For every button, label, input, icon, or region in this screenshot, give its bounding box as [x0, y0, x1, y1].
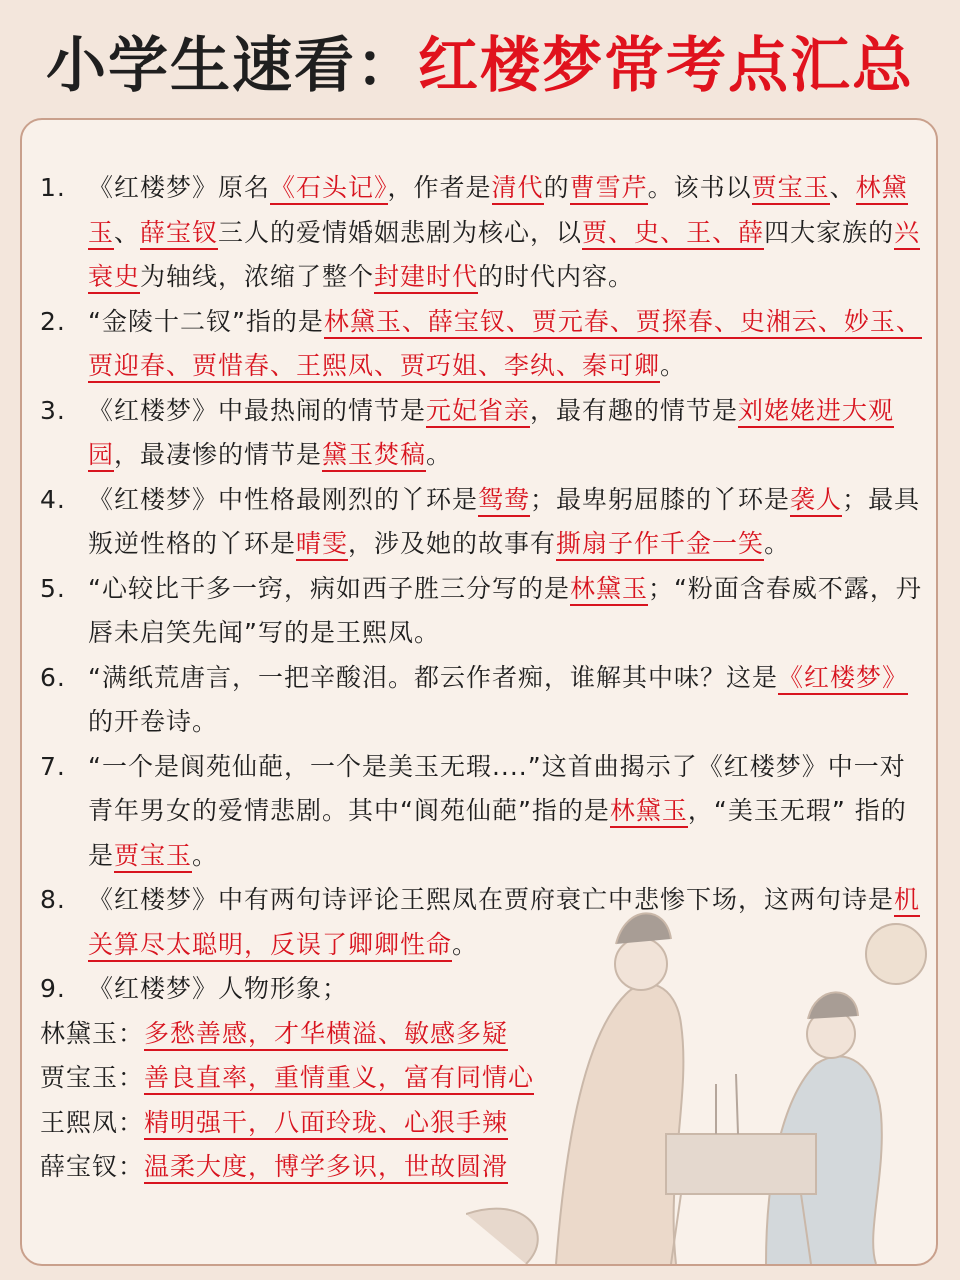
item-text: 。该书以	[647, 173, 752, 202]
item-number: 2.	[40, 306, 66, 336]
item-text: “金陵十二钗”指的是	[88, 306, 324, 336]
item-text: 、	[114, 217, 141, 247]
item-number: 3.	[40, 395, 66, 425]
item-number: 6.	[40, 662, 66, 692]
content-card	[20, 118, 938, 1266]
highlight-text: 元妃省亲	[426, 396, 530, 428]
character-name: 王熙凤：	[40, 1107, 145, 1137]
list-item	[40, 478, 930, 567]
highlight-text: 《石头记》	[270, 173, 388, 205]
character-name: 贾宝玉：	[40, 1063, 145, 1092]
highlight-text: 《红楼梦》	[778, 663, 908, 695]
character-name: 林黛玉：	[40, 1018, 145, 1048]
list-item	[40, 567, 930, 656]
trait-row	[40, 1056, 930, 1101]
character-description: 温柔大度，博学多识，世故圆滑	[144, 1152, 508, 1184]
highlight-text: 黛玉焚稿	[322, 440, 426, 472]
trait-row	[40, 1012, 930, 1057]
item-text: ；最具叛逆性格的丫环是	[88, 484, 921, 558]
item-text: 。	[192, 840, 219, 870]
item-text: “心较比干多一窍，病如西子胜三分写的是	[88, 573, 570, 603]
character-description: 多愁善感，才华横溢、敏感多疑	[144, 1019, 508, 1051]
item-text: 《红楼梦》原名	[88, 173, 271, 202]
item-text: ，涉及她的故事有	[348, 529, 557, 558]
highlight-text: 刘姥姥进大观园	[88, 396, 894, 473]
list-item	[40, 745, 930, 879]
item-number: 4.	[40, 484, 66, 514]
list-item	[40, 878, 930, 967]
item-text: ，最有趣的情节是	[530, 395, 739, 425]
content-body	[40, 166, 930, 1190]
item-text: ，作者是	[387, 173, 492, 202]
highlight-text: 晴雯	[296, 529, 348, 561]
character-name: 薛宝钗：	[40, 1152, 145, 1181]
highlight-text: 贾宝玉	[752, 173, 830, 205]
item-text: 三人的爱情婚姻悲剧为核心，以	[218, 217, 583, 247]
page-title	[0, 18, 960, 114]
highlight-text: 机关算尽太聪明，反误了卿卿性命	[88, 885, 920, 962]
item-text: ；最卑躬屈膝的丫环是	[530, 484, 791, 514]
highlight-text: 曹雪芹	[570, 173, 648, 205]
list-item	[40, 656, 930, 745]
list-item	[40, 389, 930, 478]
item-text: 。	[426, 440, 453, 469]
item-text: 《红楼梦》中性格最刚烈的丫环是	[88, 484, 479, 514]
highlight-text: 贾宝玉	[114, 841, 192, 873]
item-text: ，最凄惨的情节是	[114, 440, 323, 469]
item-text: “一个是阆苑仙葩，一个是美玉无瑕....”这首曲揭示了《红楼梦》中一对青年男女的爱情悲剧。其中“阆苑仙葩”指的是	[88, 751, 906, 825]
highlight-text: 兴衰史	[88, 218, 920, 295]
title-part-2: 红楼梦常考点汇总	[418, 31, 914, 101]
item-text: ；“粉面含春威不露，丹唇未启笑先闻”写的是王熙凤。	[88, 573, 922, 647]
list-item	[40, 300, 930, 389]
item-text: ，“美玉无瑕” 指的是	[88, 796, 907, 870]
highlight-text: 薛宝钗	[140, 218, 218, 250]
highlight-text: 鸳鸯	[478, 485, 530, 517]
item-text: 四大家族的	[764, 217, 895, 247]
highlight-text: 林黛玉	[570, 574, 648, 606]
item-text: “满纸荒唐言，一把辛酸泪。都云作者痴，谁解其中味？这是	[88, 662, 778, 692]
knowledge-list	[40, 166, 930, 1012]
item-text: 为轴线，浓缩了整个	[140, 262, 375, 291]
highlight-text: 清代	[492, 173, 544, 205]
item-text: 。	[452, 929, 479, 959]
item-number: 5.	[40, 573, 66, 603]
item-text: 《红楼梦》中有两句诗评论王熙凤在贾府衰亡中悲惨下场，这两句诗是	[88, 885, 895, 914]
item-text: 。	[660, 351, 687, 380]
highlight-text: 林黛玉、薛宝钗、贾元春、贾探春、史湘云、妙玉、贾迎春、贾惜春、王熙凤、贾巧姐、李纨、秦可卿	[88, 307, 922, 384]
item-number: 1.	[40, 173, 66, 202]
title-part-1: 小学生速看：	[46, 31, 418, 101]
item-text: 的	[543, 173, 570, 202]
character-description: 善良直率，重情重义，富有同情心	[144, 1063, 534, 1095]
item-text: 《红楼梦》中最热闹的情节是	[88, 395, 427, 425]
item-text: 、	[829, 173, 856, 202]
highlight-text: 贾、史、王、薛	[582, 218, 764, 250]
item-text: 的开卷诗。	[88, 707, 219, 736]
trait-row	[40, 1145, 930, 1190]
item-number: 9.	[40, 974, 66, 1003]
trait-row	[40, 1101, 930, 1146]
character-traits-list	[40, 1012, 930, 1190]
item-text: 的时代内容。	[478, 262, 635, 291]
highlight-text: 撕扇子作千金一笑	[556, 529, 764, 561]
character-description: 精明强干，八面玲珑、心狠手辣	[144, 1108, 508, 1140]
item-number: 7.	[40, 751, 66, 781]
highlight-text: 封建时代	[374, 262, 478, 294]
highlight-text: 林黛玉	[88, 173, 908, 250]
list-item	[40, 967, 930, 1012]
list-item	[40, 166, 930, 300]
item-text: 《红楼梦》人物形象；	[88, 974, 349, 1003]
highlight-text: 林黛玉	[610, 796, 688, 828]
item-number: 8.	[40, 885, 66, 914]
item-text: 。	[764, 529, 791, 558]
highlight-text: 袭人	[790, 485, 842, 517]
